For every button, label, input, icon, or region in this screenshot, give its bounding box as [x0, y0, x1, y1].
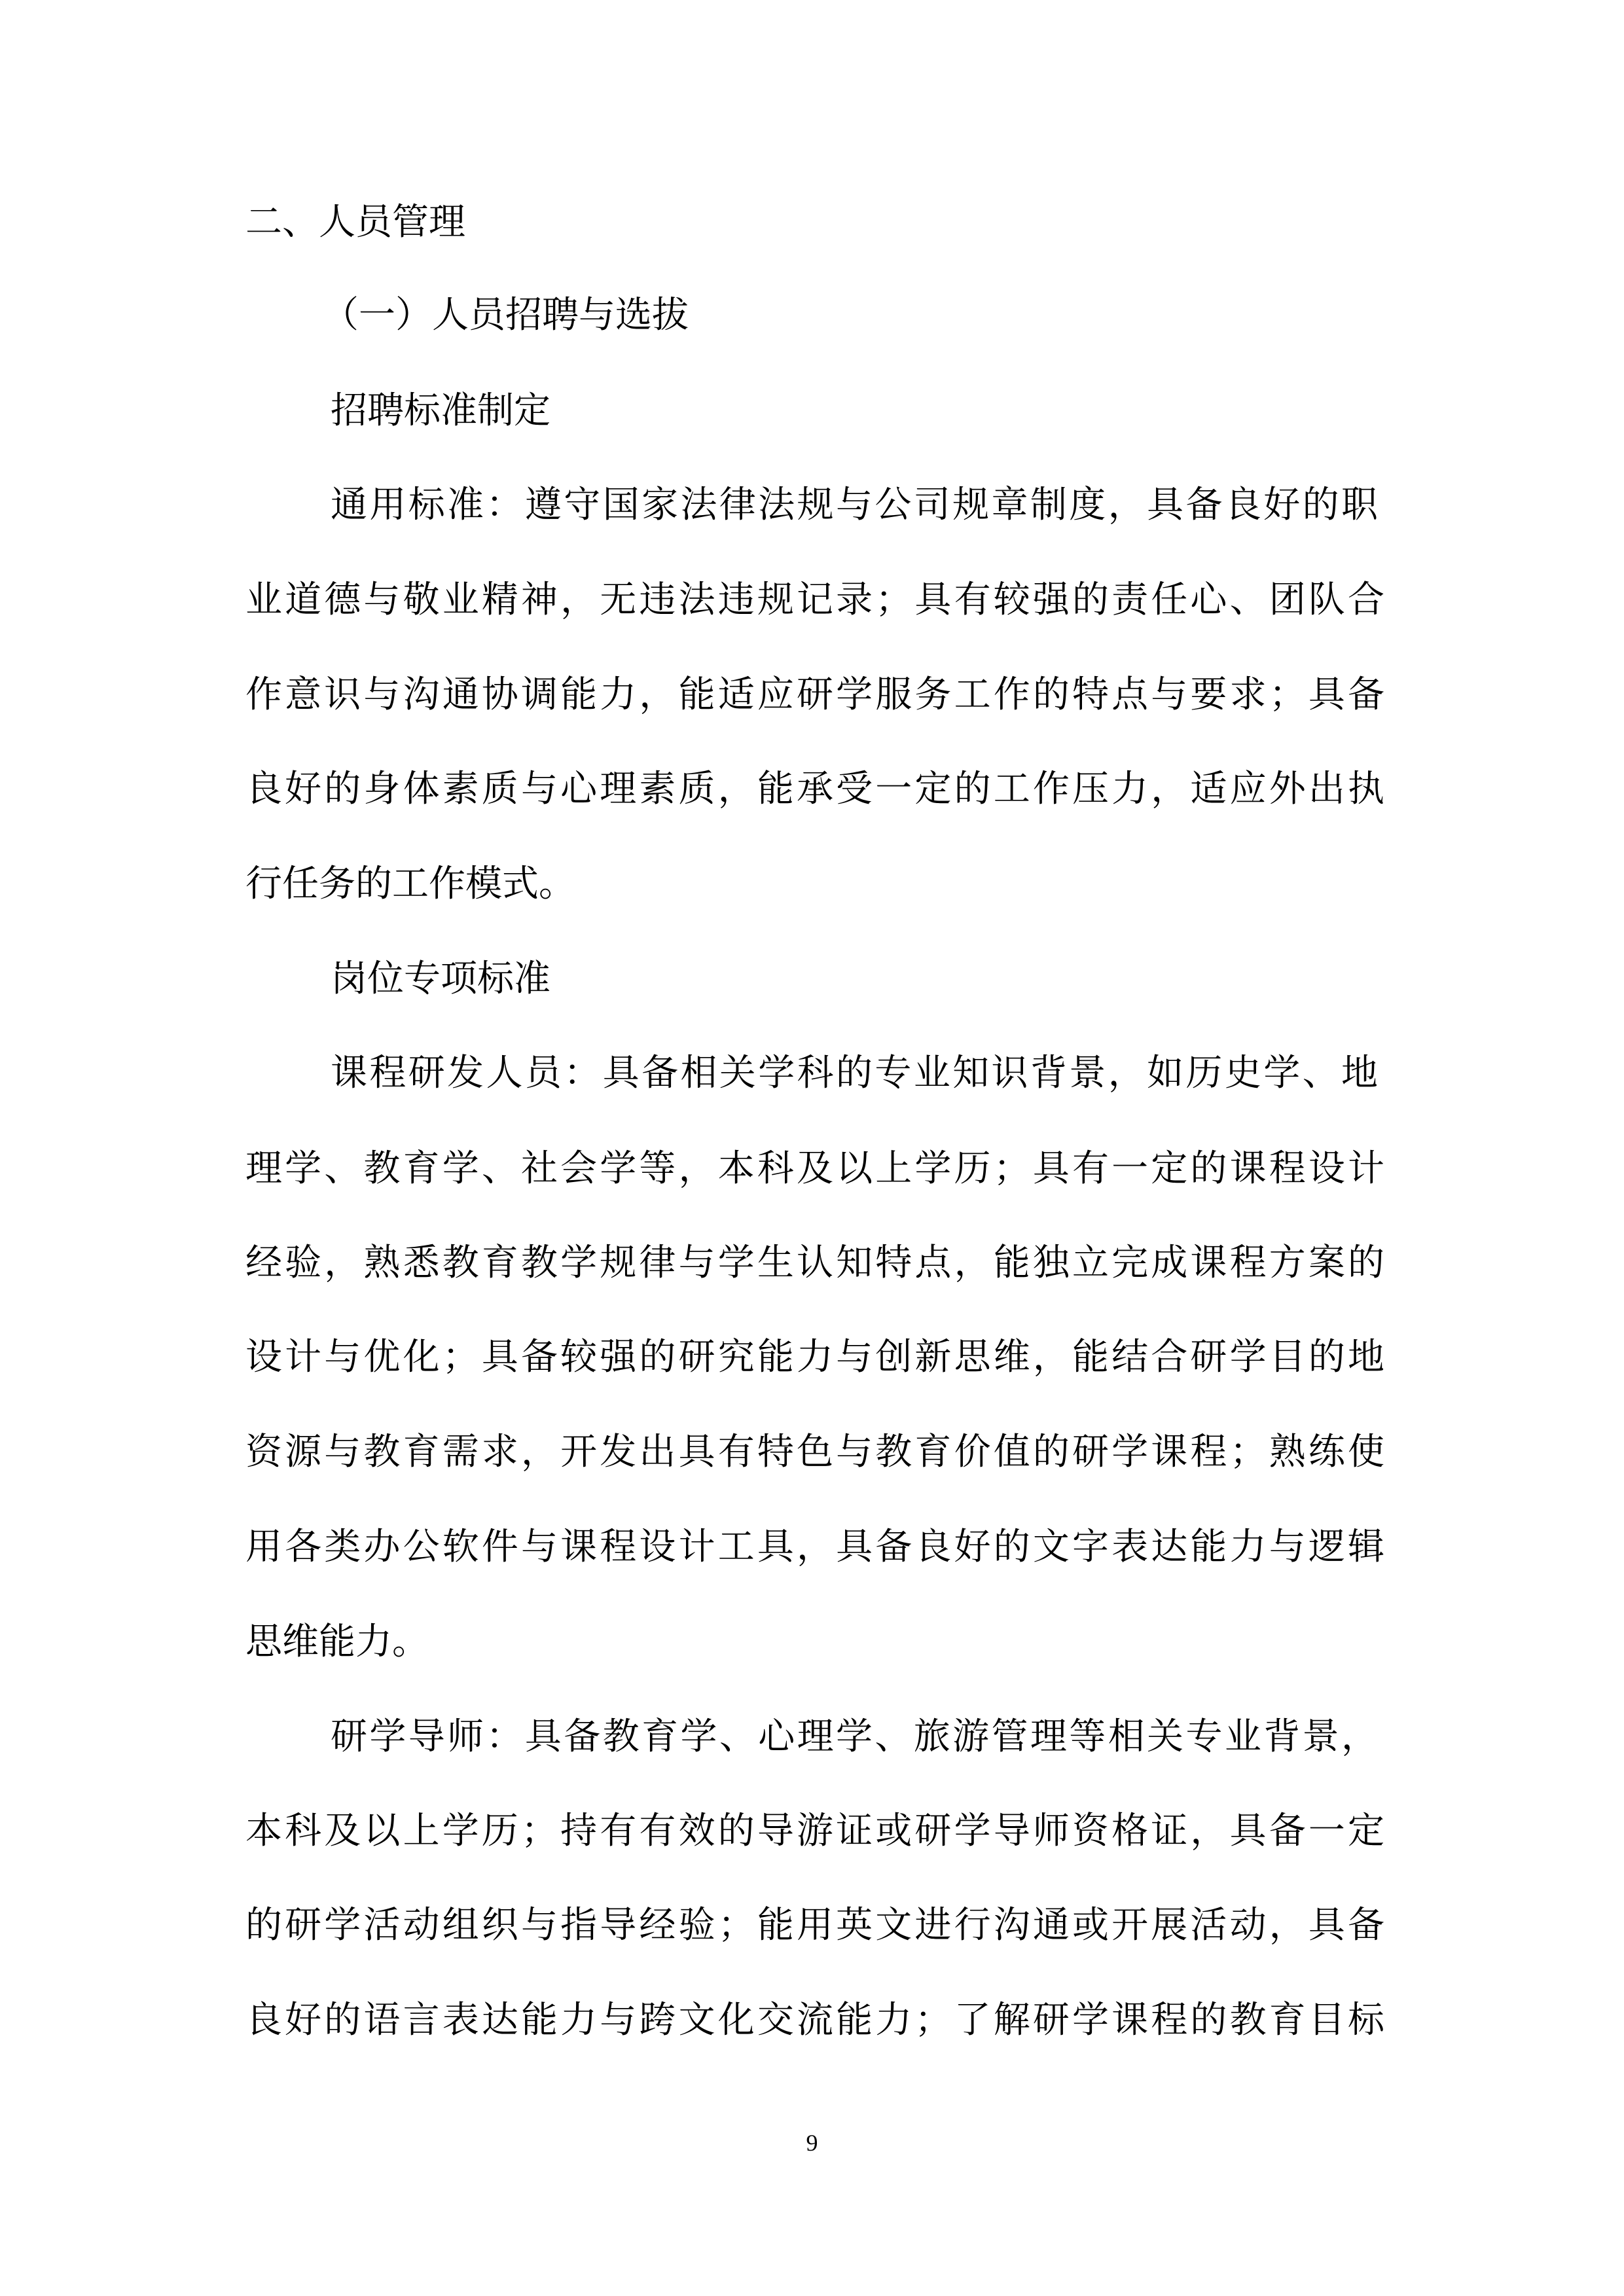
paragraph-line: 本科及以上学历；持有有效的导游证或研学导师资格证，具备一定 [245, 1810, 1384, 1852]
page-number: 9 [806, 2130, 818, 2156]
paragraph-line: 资源与教育需求，开发出具有特色与教育价值的研学课程；熟练使 [245, 1431, 1384, 1473]
paragraph-line: 的研学活动组织与指导经验；能用英文进行沟通或开展活动，具备 [245, 1904, 1384, 1946]
paragraph-line: 经验，熟悉教育教学规律与学生认知特点，能独立完成课程方案的 [245, 1242, 1384, 1284]
section-heading: 二、人员管理 [245, 201, 465, 243]
paragraph-title-position-standards: 岗位专项标准 [331, 958, 550, 1000]
paragraph-line: 业道德与敬业精神，无违法违规记录；具有较强的责任心、团队合 [245, 579, 1384, 621]
paragraph-line: 理学、教育学、社会学等，本科及以上学历；具有一定的课程设计 [245, 1147, 1384, 1190]
paragraph-line: 良好的身体素质与心理素质，能承受一定的工作压力，适应外出执 [245, 768, 1384, 810]
paragraph-line: 课程研发人员：具备相关学科的专业知识背景，如历史学、地 [331, 1052, 1378, 1094]
subsection-heading: （一）人员招聘与选拔 [322, 294, 689, 336]
paragraph-line: 良好的语言表达能力与跨文化交流能力；了解研学课程的教育目标 [245, 1999, 1384, 2041]
paragraph-title-recruitment-standards: 招聘标准制定 [331, 389, 550, 432]
paragraph-line: 研学导师：具备教育学、心理学、旅游管理等相关专业背景， [331, 1715, 1378, 1758]
paragraph-line: 思维能力。 [245, 1621, 429, 1663]
paragraph-line: 设计与优化；具备较强的研究能力与创新思维，能结合研学目的地 [245, 1336, 1384, 1378]
paragraph-line: 行任务的工作模式。 [245, 863, 575, 905]
paragraph-line: 用各类办公软件与课程设计工具，具备良好的文字表达能力与逻辑 [245, 1526, 1384, 1568]
paragraph-line: 作意识与沟通协调能力，能适应研学服务工作的特点与要求；具备 [245, 673, 1384, 716]
paragraph-line: 通用标准：遵守国家法律法规与公司规章制度，具备良好的职 [331, 484, 1378, 526]
